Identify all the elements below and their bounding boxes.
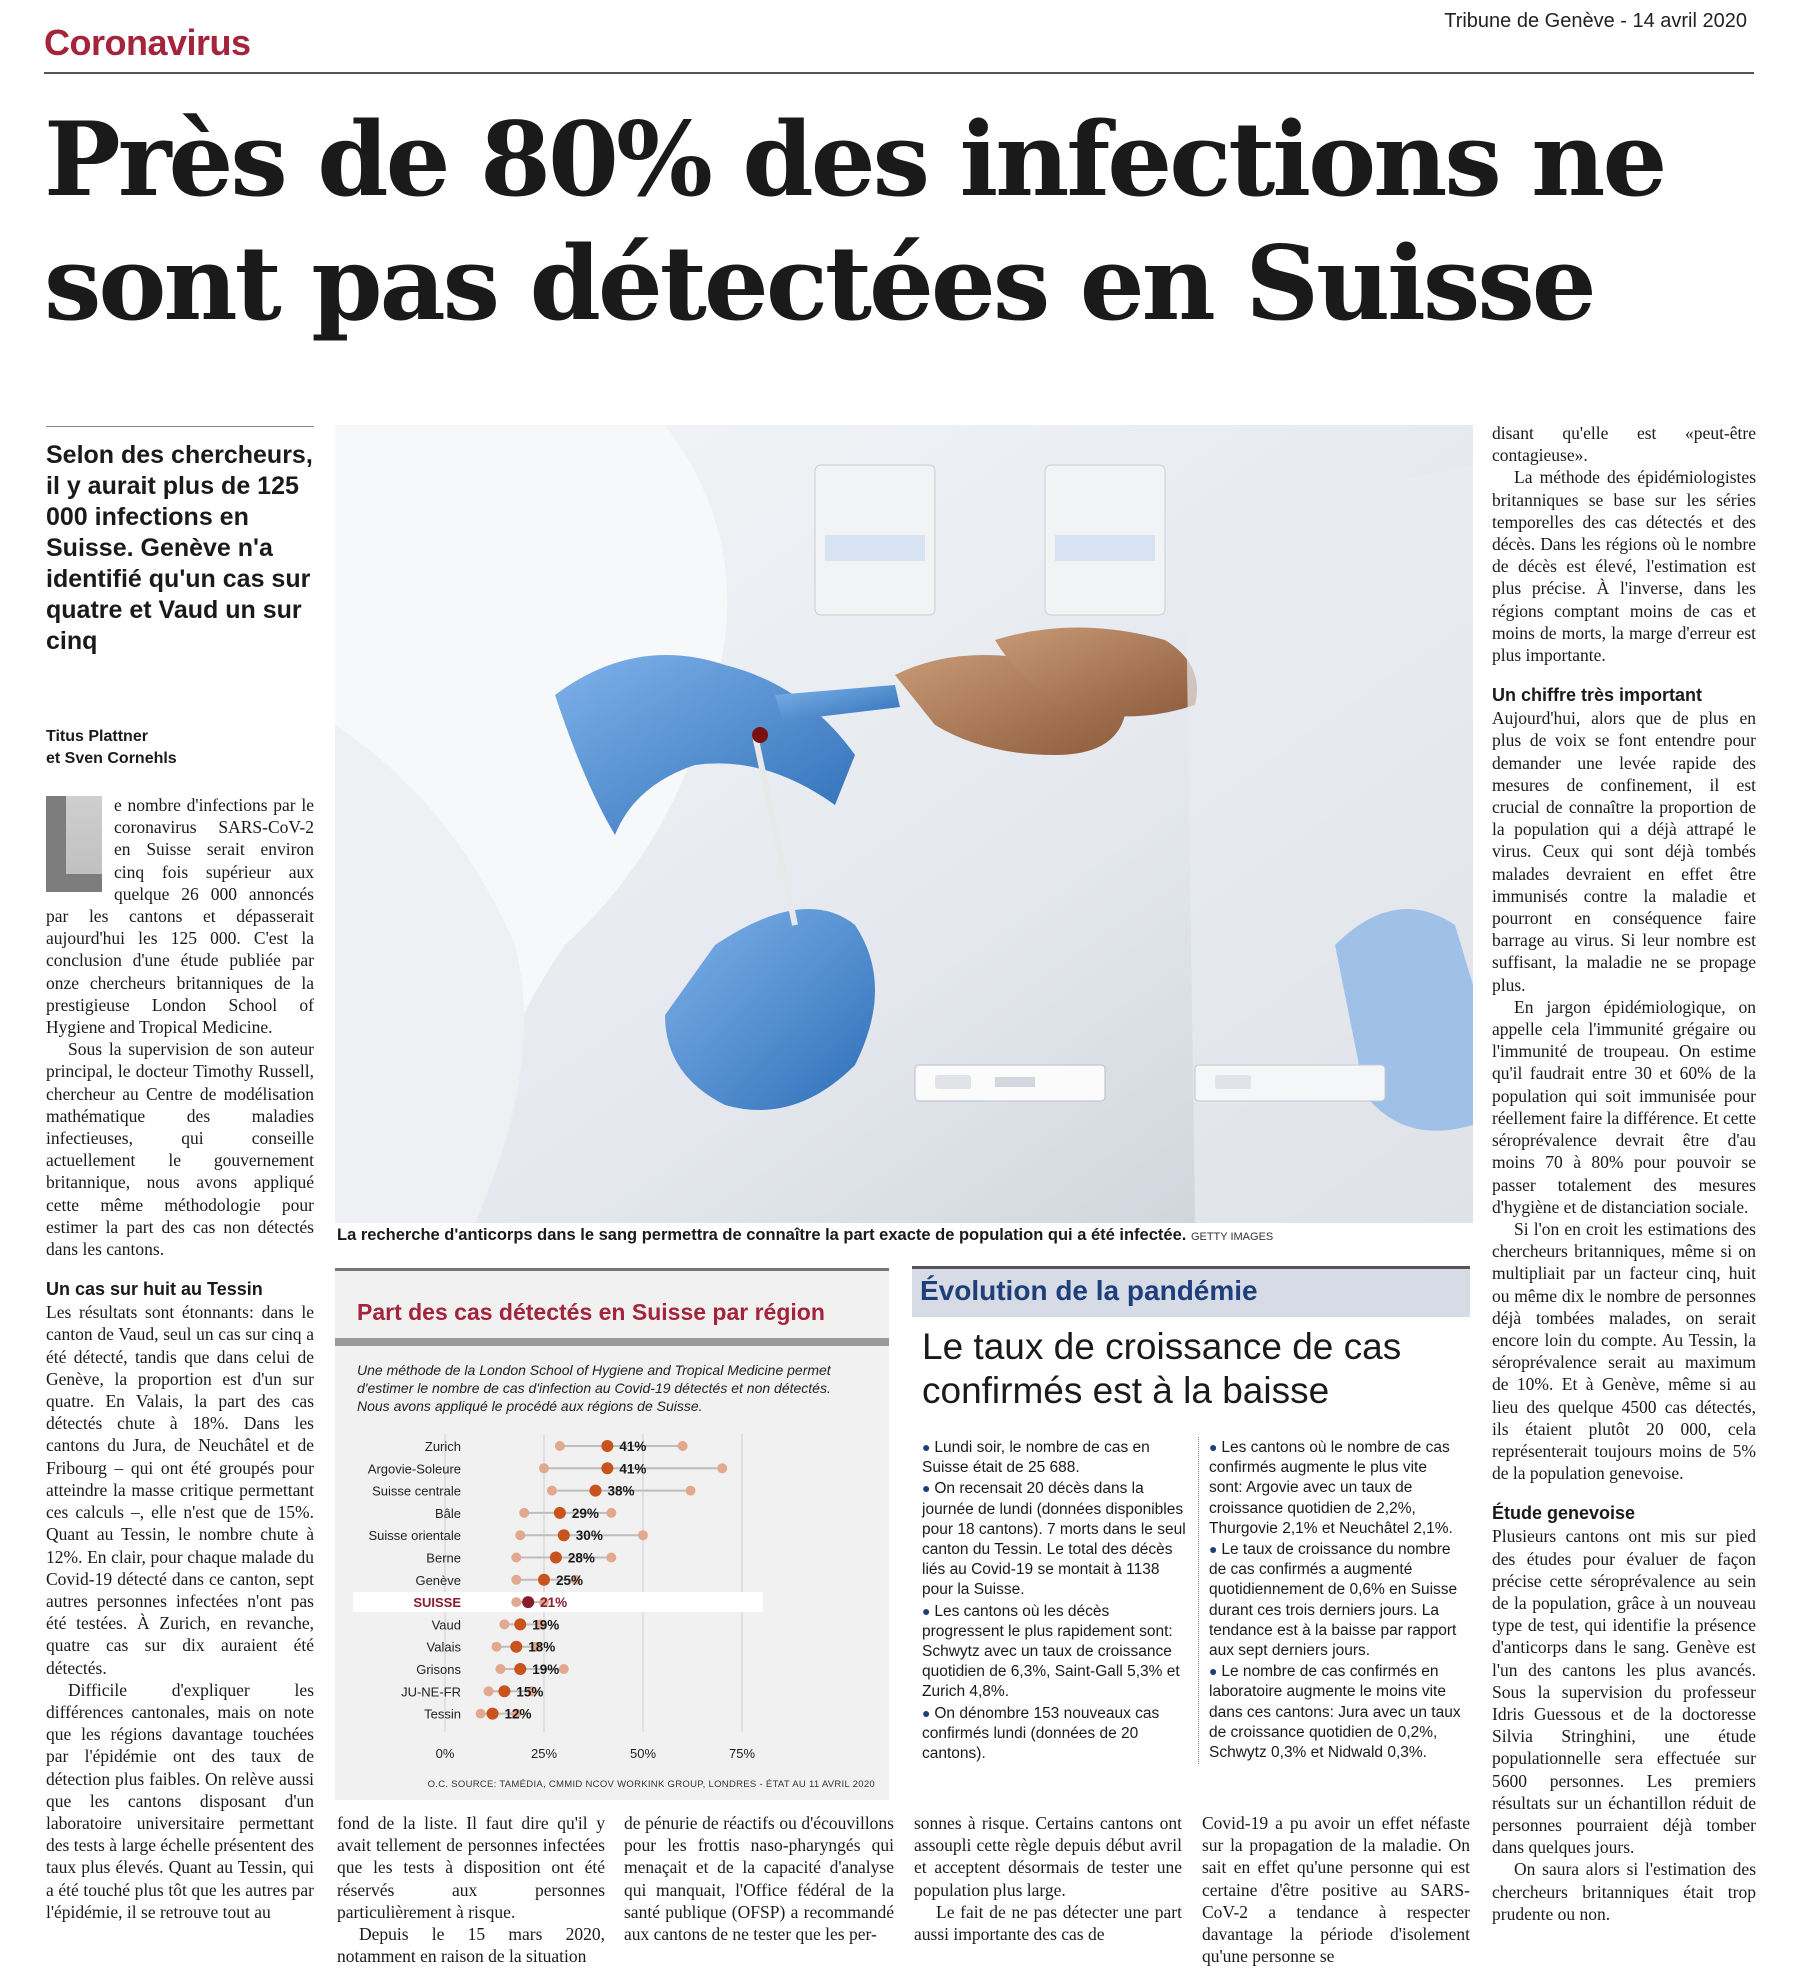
bullet-text: On recensait 20 décès dans la journée de lundi (données disponibles pour 18 cantons). 7 morts dans le seul canton du Tessin. Le total des décès liés au Covid-19 se montait à 1138 pour la Suisse. — [922, 1480, 1186, 1599]
category-label: SUISSE — [413, 1595, 461, 1611]
lede-rule — [46, 426, 314, 427]
caption-text: La recherche d'anticorps dans le sang permettra de connaître la part exacte de population qui a été infectée. — [337, 1226, 1187, 1244]
category-label: Suisse orientale — [368, 1528, 461, 1544]
bullet-icon: ● — [1209, 1663, 1222, 1680]
bullet-text: Le taux de croissance du nombre de cas confirmés a augmenté quotidiennement de 0,6% en Suisse durant ces trois derniers jours. La tendance est à la baisse par rapport aux sept derniers jours. — [1209, 1541, 1458, 1660]
category-label: Argovie-Soleure — [367, 1461, 461, 1477]
paragraph: Les résultats sont étonnants: dans le canton de Vaud, seul un cas sur cinq a été détecté, tandis que dans celui de Genève, la proportion est d'un sur quatre. En Valais, la part des cas détectés chute à 18%. Dans les cantons du Jura, de Neuchâtel et de Fribourg – qui ont été groupés pour atteindre la masse critique permettant ces calculs –, elle n'est que de 15%. Quant au Tessin, le nombre chute à 12%. En clair, pour chaque malade du Covid-19 détecté dans ce canton, sept autres personnes infectées n'ont pas été testées. À Zurich, en revanche, quatre cas sur dix auraient été détectés. — [46, 1302, 314, 1678]
paragraph: disant qu'elle est «peut-être contagieuse». — [1492, 423, 1756, 466]
bullet-icon: ● — [1209, 1439, 1222, 1455]
category-label: Suisse centrale — [372, 1483, 461, 1499]
box-columns — [922, 1437, 1462, 1764]
paragraph: e nombre d'infections par le coronavirus SARS-CoV-2 en Suisse serait environ cinq fois supérieur aux quelque 26 000 annoncés par les cantons et dépasserait aujourd'hui les 125 000. C'est la conclusion d'une étude publiée par onze chercheurs britanniques de la prestigieuse London School of Hygiene and Tropical Medicine. — [46, 795, 314, 1038]
author-1: Titus Plattner — [46, 728, 148, 745]
article-column-3 — [624, 1812, 894, 1988]
bullet-icon: ● — [1209, 1541, 1222, 1558]
chart-detected-cases — [335, 1268, 889, 1800]
estimate-point — [554, 1507, 566, 1519]
bullet-icon: ● — [922, 1704, 935, 1721]
estimate-point — [514, 1663, 526, 1675]
category-label: Zurich — [424, 1439, 461, 1454]
bullet-icon: ● — [922, 1439, 935, 1455]
range-high-point — [606, 1553, 616, 1563]
range-low-point — [495, 1664, 505, 1674]
x-tick-label: 75% — [728, 1745, 756, 1761]
paragraph: de pénurie de réactifs ou d'écouvillons pour les frottis naso-pharyngés qui menaçait et de la capacité d'analyse qui manquait, l'Office fédéral de la santé publique (OFSP) a recommandé aux cantons de ne tester que les per- — [624, 1813, 894, 1945]
value-label: 38% — [607, 1483, 635, 1499]
paragraph: Depuis le 15 mars 2020, notamment en raison de la situation — [337, 1924, 605, 1967]
range-low-point — [515, 1530, 525, 1540]
estimate-point — [550, 1552, 562, 1564]
estimate-point — [601, 1462, 613, 1474]
range-low-point — [511, 1575, 521, 1585]
article-column-5 — [1202, 1812, 1470, 1988]
subheading: Un chiffre très important — [1492, 685, 1703, 706]
estimate-point — [538, 1574, 550, 1586]
chart-description: Une méthode de la London School of Hygiene and Tropical Medicine permet d'estimer le nombre de cas d'infection au Covid-19 détectés et non détectés. Nous avons appliqué le procédé aux régions de Suisse. — [357, 1362, 831, 1414]
bullet-text: Les cantons où le nombre de cas confirmés augmente le plus vite sont: Argovie avec un taux de croissance quotidien de 2,2%, Thurgovie 2,1% et Neuchâtel 2,1%. — [1209, 1439, 1453, 1537]
box-tag: Évolution de la pandémie — [920, 1275, 1258, 1306]
range-high-point — [638, 1530, 648, 1540]
paragraph: fond de la liste. Il faut dire qu'il y avait tellement de personnes infectées que les tests à disposition ont été réservés aux personnes particulièrement à risque. — [337, 1813, 605, 1922]
range-low-point — [519, 1508, 529, 1518]
article-column-6 — [1492, 422, 1756, 1988]
range-low-point — [511, 1597, 521, 1607]
x-tick-label: 25% — [530, 1745, 558, 1761]
value-label: 21% — [540, 1595, 568, 1611]
category-label: Berne — [426, 1550, 461, 1566]
category-label: Valais — [426, 1639, 461, 1655]
range-low-point — [539, 1463, 549, 1473]
estimate-point — [601, 1440, 613, 1452]
dateline: Tribune de Genève - 14 avril 2020 — [1444, 10, 1747, 32]
value-label: 19% — [532, 1662, 560, 1677]
category-label: Genève — [415, 1572, 461, 1588]
lead-photo — [335, 425, 1473, 1223]
article-column-2 — [337, 1812, 605, 1988]
box-column-left — [922, 1437, 1186, 1764]
estimate-point — [589, 1485, 601, 1497]
category-label: JU-NE-FR — [401, 1684, 461, 1700]
headline-line-2: sont pas détectées en Suisse — [44, 224, 1594, 344]
byline — [46, 726, 314, 770]
range-low-point — [499, 1619, 509, 1629]
range-low-point — [511, 1553, 521, 1563]
paragraph: sonnes à risque. Certains cantons ont assoupli cette règle depuis début avril et acceptent désormais de tester une population plus large. — [914, 1813, 1182, 1900]
category-label: Vaud — [431, 1617, 461, 1633]
lede: Selon des chercheurs, il y aurait plus de 125 000 infections en Suisse. Genève n'a identifié qu'un cas sur quatre et Vaud un sur cinq — [46, 441, 313, 655]
bullet-text: On dénombre 153 nouveaux cas confirmés lundi (données de 20 cantons). — [922, 1704, 1160, 1763]
header-rule — [44, 72, 1754, 74]
category-label: Grisons — [416, 1662, 461, 1677]
box-bullet-item — [922, 1478, 1186, 1600]
pandemic-evolution-box — [912, 1266, 1470, 1800]
box-bullet-item — [1209, 1661, 1462, 1763]
range-high-point — [559, 1664, 569, 1674]
chart-plot — [335, 1271, 889, 1803]
category-label: Tessin — [424, 1706, 461, 1722]
box-headline: Le taux de croissance de cas confirmés est à la baisse — [922, 1326, 1402, 1411]
estimate-point — [510, 1641, 522, 1653]
paragraph: Le fait de ne pas détecter une part aussi importante des cas de — [914, 1901, 1182, 1945]
range-low-point — [484, 1686, 494, 1696]
value-label: 12% — [504, 1706, 532, 1722]
paragraph: Difficile d'expliquer les différences cantonales, mais on note que les régions davantage touchées par l'épidémie ont des taux de détection plus faibles. On relève aussi que les cantons disposant d'un laboratoire universitaire permettant des tests à large échelle présentent des taux plus élevés. Quant au Tessin, qui a été touché plus tôt que les autres par l'épidémie, il se retrouve tout au — [46, 1679, 314, 1922]
box-bullet-item — [922, 1703, 1186, 1765]
estimate-point — [558, 1529, 570, 1541]
paragraph: Covid-19 a pu avoir un effet néfaste sur la propagation de la maladie. On sait en effet qu'une personne qui est certaine d'être positive au SARS-CoV-2 a tendance à respecter davantage la période d'isolement qu'une personne se — [1202, 1813, 1470, 1967]
paragraph: On saura alors si l'estimation des chercheurs britanniques était trop prudente ou non. — [1492, 1859, 1756, 1924]
x-tick-label: 0% — [435, 1745, 455, 1761]
range-low-point — [491, 1642, 501, 1652]
paragraph: La méthode des épidémiologistes britanniques se base sur les séries temporelles des cas détectés et des décès. Dans les régions où le nombre de décès est élevé, l'estimation est plus précise. À l'inverse, dans les régions comptant moins de cas et moins de morts, la marge d'erreur est plus importante. — [1492, 467, 1756, 666]
value-label: 19% — [532, 1617, 560, 1633]
subheading: Étude genevoise — [1492, 1503, 1636, 1524]
bullet-icon: ● — [922, 1480, 935, 1497]
x-tick-label: 50% — [629, 1745, 657, 1761]
range-low-point — [476, 1709, 486, 1719]
estimate-point — [498, 1685, 510, 1697]
value-label: 28% — [567, 1550, 595, 1566]
chart-source: O.C. SOURCE: TAMÉDIA, CMMID NCOV WORKINK GROUP, LONDRES - ÉTAT AU 11 AVRIL 2020 — [427, 1779, 875, 1790]
article-column-4 — [914, 1812, 1182, 1988]
headline — [44, 98, 1764, 346]
value-label: 30% — [575, 1528, 603, 1544]
range-high-point — [686, 1486, 696, 1496]
estimate-point — [487, 1708, 499, 1720]
article-column-1 — [46, 794, 314, 1988]
box-bullet-item — [1209, 1437, 1462, 1539]
chart-title: Part des cas détectés en Suisse par région — [357, 1299, 825, 1325]
bullet-icon: ● — [922, 1602, 935, 1619]
value-label: 41% — [619, 1461, 647, 1477]
box-bullet-item — [922, 1601, 1186, 1703]
paragraph: En jargon épidémiologique, on appelle cela l'immunité grégaire ou l'immunité de troupeau. On estime qu'il faudrait entre 30 et 60% de la population qui soit immunisée pour réellement faire la différence. Et cette séroprévalence devrait être d'au moins 70 à 80% pour pouvoir se passer totalement des mesures d'hygiène et de distanciation sociale. — [1492, 996, 1756, 1217]
headline-line-1: Près de 80% des infections ne — [44, 100, 1665, 220]
photo-illustration — [335, 425, 1473, 1223]
section-rubric: Coronavirus — [44, 22, 251, 63]
subheading: Un cas sur huit au Tessin — [46, 1279, 263, 1300]
value-label: 18% — [528, 1639, 556, 1655]
paragraph: Plusieurs cantons ont mis sur pied des études pour évaluer de façon précise cette séroprévalence au sein de la population, grâce à un nouveau type de test, qui identifie la présence d'anticorps dans le sang. Genève est l'un des cantons les plus avancés. Sous la supervision du professeur Idris Guessous et de la doctoresse Silvia Stringhini, une étude populationnelle sera effectuée sur 5600 personnes. Les premiers résultats sur un échantillon réduit de personnes pourraient déjà tomber dans quelques jours. — [1492, 1526, 1756, 1858]
range-high-point — [717, 1463, 727, 1473]
category-label: Bâle — [434, 1505, 461, 1521]
estimate-point — [522, 1596, 534, 1608]
box-bullet-item — [1209, 1539, 1462, 1661]
dropcap-l — [46, 796, 102, 892]
box-column-right — [1198, 1437, 1462, 1764]
bullet-text: Les cantons où les décès progressent le plus rapidement sont: Schwytz avec un taux de croissance quotidien de 6,3%, Saint-Gall 5,3% et Zurich 4,8%. — [922, 1602, 1180, 1701]
bullet-text: Le nombre de cas confirmés en laboratoire augmente le moins vite dans ces cantons: Jura avec un taux de croissance quotidien de 0,2%, Schwytz 0,3% et Nidwald 0,3%. — [1209, 1663, 1461, 1762]
bullet-text: Lundi soir, le nombre de cas en Suisse était de 25 688. — [922, 1439, 1150, 1477]
paragraph: Sous la supervision de son auteur principal, le docteur Timothy Russell, chercheur au Centre de modélisation mathématique des maladies infectieuses, qui conseille actuellement le gouvernement britannique, nous avons appliqué cette même méthodologie pour estimer la part des cas non détectés dans les cantons. — [46, 1039, 314, 1260]
value-label: 29% — [571, 1505, 599, 1521]
photo-credit: GETTY IMAGES — [1190, 1231, 1274, 1243]
photo-caption — [337, 1226, 1477, 1245]
range-low-point — [555, 1441, 565, 1451]
range-high-point — [606, 1508, 616, 1518]
value-label: 15% — [516, 1684, 544, 1700]
range-high-point — [678, 1441, 688, 1451]
paragraph: Aujourd'hui, alors que de plus en plus de voix se font entendre pour demander une levée rapide des mesures de confinement, il est crucial de connaître la proportion de la population qui a déjà attrapé le virus. Ceux qui sont déjà tombés malades devraient en effet être immunisés contre la maladie et pourront en conséquence faire barrage au virus. Si leur nombre est suffisant, la maladie ne se propage plus. — [1492, 708, 1756, 995]
value-label: 41% — [619, 1439, 647, 1454]
author-2: et Sven Cornehls — [46, 750, 177, 767]
range-low-point — [547, 1486, 557, 1496]
estimate-point — [514, 1618, 526, 1630]
paragraph: Si l'on en croit les estimations des chercheurs britanniques, même si on multipliait par un facteur cinq, huit ou même dix le nombre de personnes déjà tombées malades, on serait encore loin du compte. Au Tessin, la séroprévalence serait au maximum de 10%. Et à Genève, même si au lieu des quelque 4500 cas détectés, ils étaient plutôt 20 000, cela représenterait toujours moins de 5% de la population genevoise. — [1492, 1218, 1756, 1484]
value-label: 25% — [556, 1572, 584, 1588]
box-bullet-item — [922, 1437, 1186, 1478]
